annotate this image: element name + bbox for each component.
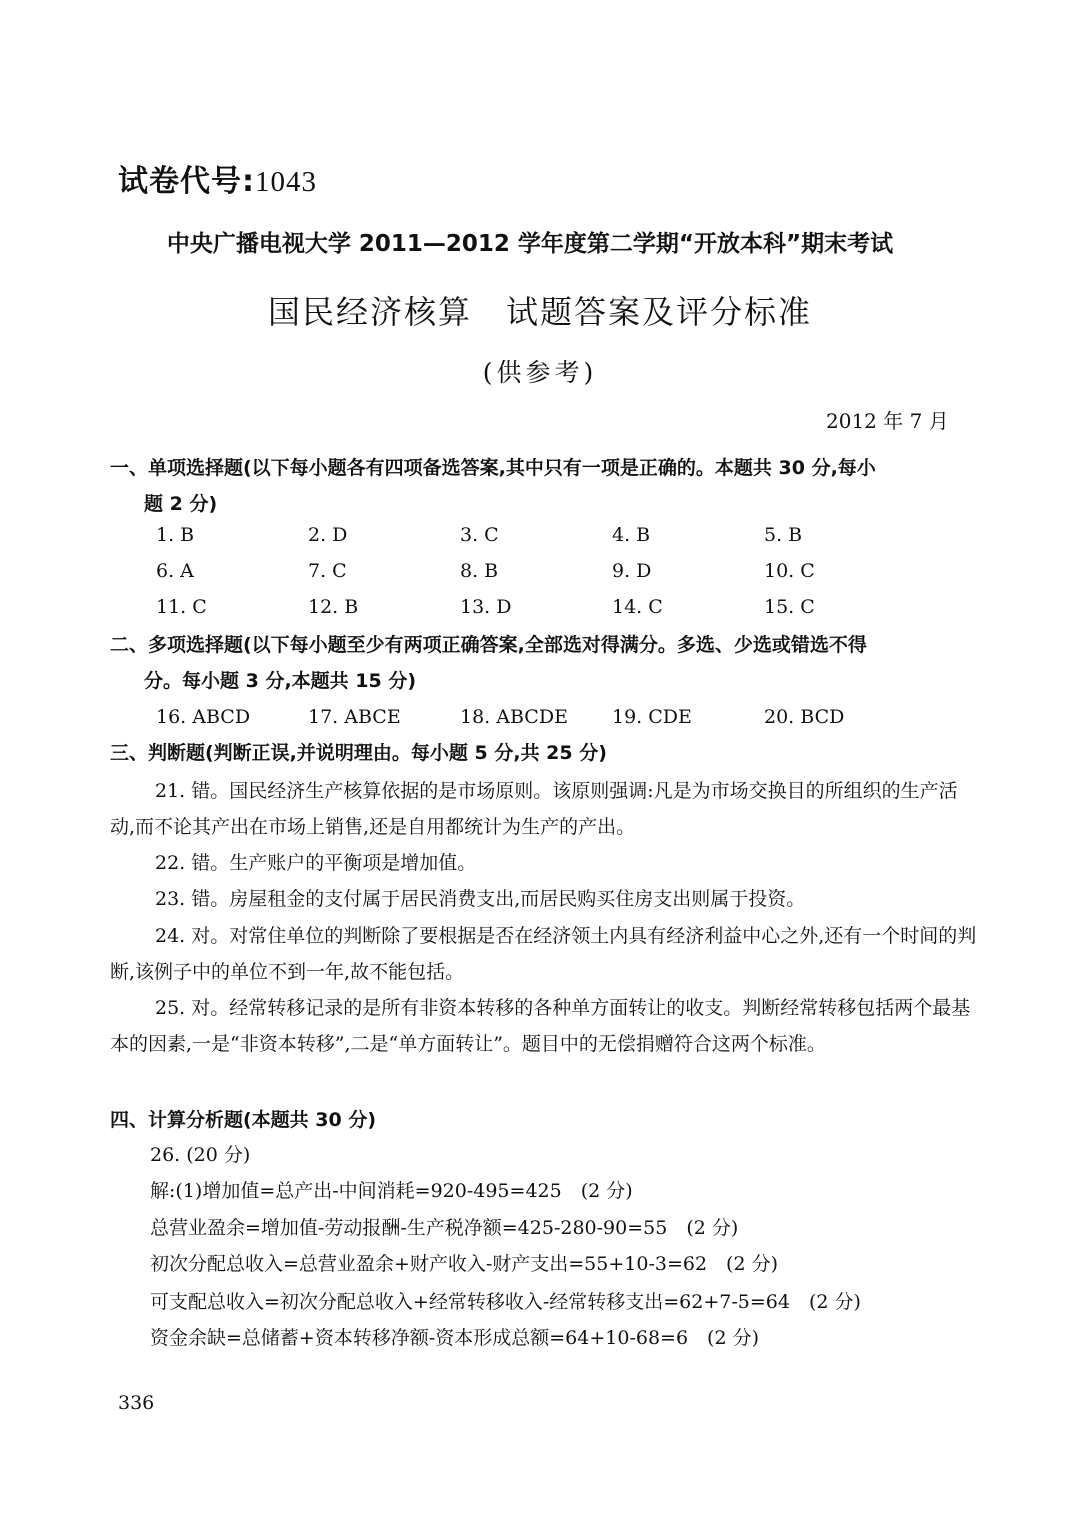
answer-3: 3. C [460,524,499,546]
answer-8: 8. B [460,560,499,582]
answer-6: 6. A [156,560,194,582]
exam-subtitle: 中央广播电视大学 2011—2012 学年度第二学期“开放本科”期末考试 [166,231,894,257]
answer-7: 7. C [308,560,347,582]
calc-line-5: 资金余缺=总储蓄+资本转移净额-资本形成总额=64+10-68=6 (2 分) [150,1327,760,1349]
paper-code-number: 1043 [255,166,317,198]
answer-17: 17. ABCE [308,706,401,728]
answer-4: 4. B [612,524,651,546]
answer-16: 16. ABCD [156,706,251,728]
answer-9: 9. D [612,560,652,582]
page-number: 336 [118,1392,155,1414]
answer-15: 15. C [764,596,815,618]
answer-1: 1. B [156,524,195,546]
section-3-heading: 三、判断题(判断正误,并说明理由。每小题 5 分,共 25 分) [110,742,607,764]
section-2-heading [110,627,990,699]
judgement-25: 25. 对。经常转移记录的是所有非资本转移的各种单方面转让的收支。判断经常转移包括两个最基本的因素,一是“非资本转移”,二是“单方面转让”。题目中的无偿捐赠符合这两个标准。 [110,997,971,1055]
paper-code-label: 试卷代号: [118,164,255,199]
answer-11: 11. C [156,596,207,618]
answer-5: 5. B [764,524,803,546]
judgement-24: 24. 对。对常住单位的判断除了要根据是否在经济领土内具有经济利益中心之外,还有一个时间的判断,该例子中的单位不到一年,故不能包括。 [110,925,977,983]
section-1-heading [110,450,990,522]
section-2-heading-line1: 二、多项选择题(以下每小题至少有两项正确答案,全部选对得满分。多选、少选或错选不得 [110,634,867,656]
calc-line-4: 可支配总收入=初次分配总收入+经常转移收入-经常转移支出=62+7-5=64 (2 分) [150,1291,861,1313]
answer-13: 13. D [460,596,512,618]
calc-line-2: 总营业盈余=增加值-劳动报酬-生产税净额=425-280-90=55 (2 分) [150,1217,739,1239]
question-26-label: 26. (20 分) [150,1144,251,1166]
page-title: 国民经济核算 试题答案及评分标准 [267,293,812,331]
judgement-22: 22. 错。生产账户的平衡项是增加值。 [155,852,477,874]
calc-line-1: 解:(1)增加值=总产出-中间消耗=920-495=425 (2 分) [150,1180,633,1202]
section-2-heading-line2: 分。每小题 3 分,本题共 15 分) [144,670,417,692]
judgement-23: 23. 错。房屋租金的支付属于居民消费支出,而居民购买住房支出则属于投资。 [155,888,806,910]
answer-20: 20. BCD [764,706,845,728]
reference-note: (供参考) [482,358,598,387]
section-1-heading-line1: 一、单项选择题(以下每小题各有四项备选答案,其中只有一项是正确的。本题共 30 分,每小 [110,457,876,479]
answer-14: 14. C [612,596,663,618]
exam-date: 2012 年 7 月 [826,409,949,433]
paper-code [118,156,317,200]
answer-12: 12. B [308,596,359,618]
section-4-heading: 四、计算分析题(本题共 30 分) [110,1109,377,1131]
answer-18: 18. ABCDE [460,706,568,728]
calc-line-3: 初次分配总收入=总营业盈余+财产收入-财产支出=55+10-3=62 (2 分) [150,1253,779,1275]
judgement-21: 21. 错。国民经济生产核算依据的是市场原则。该原则强调:凡是为市场交换目的所组织的生产活动,而不论其产出在市场上销售,还是自用都统计为生产的产出。 [110,780,958,838]
answer-19: 19. CDE [612,706,692,728]
answer-10: 10. C [764,560,815,582]
answer-2: 2. D [308,524,348,546]
section-1-heading-line2: 题 2 分) [144,493,218,515]
